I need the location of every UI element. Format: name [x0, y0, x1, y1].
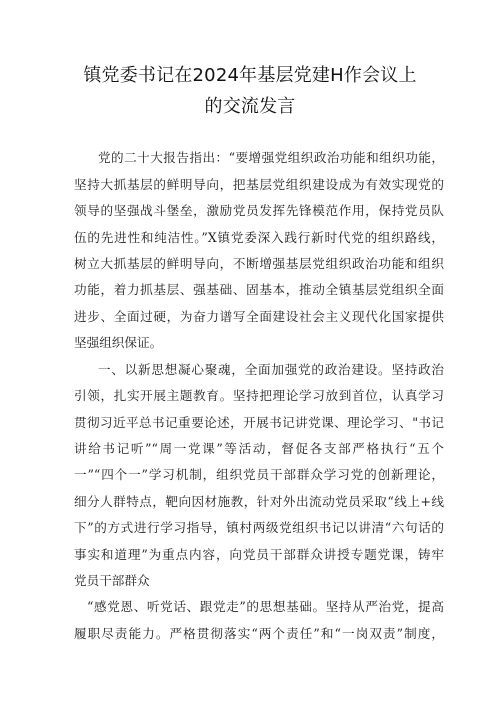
body-line: 事实和道理”为重点内容，向党员干部群众讲授专题党课，铸牢 — [74, 547, 444, 562]
body-line: 坚强组织保证。 — [74, 335, 163, 350]
document-title-line-2: 的交流发言 — [204, 96, 296, 117]
body-line: 细分人群特点，靶向因材施教，针对外出流动党员采取“线上+线 — [74, 494, 444, 509]
body-line: 贯彻习近平总书记重要论述，开展书记讲党课、理论学习、"书记 — [74, 415, 444, 430]
body-line: 功能，着力抓基层、强基础、固基本，推动全镇基层党组织全面 — [74, 282, 444, 297]
body-line: 引领，扎实开展主题教育。坚持把理论学习放到首位，认真学习 — [74, 388, 444, 403]
body-line: 讲给书记听”“周一党课”等活动，督促各支部严格执行“五个 — [74, 441, 444, 456]
body-line: 党的二十大报告指出：“要增强党组织政治功能和组织功能， — [98, 150, 444, 165]
document-title-line-1: 镇党委书记在2024年基层党建H作会议上 — [83, 65, 417, 86]
body-line: 进步、全面过硬，为奋力谱写全面建设社会主义现代化国家提供 — [74, 309, 444, 324]
body-line: 领导的坚强战斗堡垒，激励党员发挥先锋模范作用，保持党员队 — [74, 203, 444, 218]
body-line: 伍的先进性和纯洁性。”X镇党委深入践行新时代党的组织路线， — [74, 230, 444, 245]
body-line: 下”的方式进行学习指导，镇村两级党组织书记以讲清“六句话的 — [74, 520, 444, 535]
body-line: 树立大抓基层的鲜明导向，不断增强基层党组织政治功能和组织 — [74, 256, 444, 271]
body-line: 一、以新思想凝心聚魂，全面加强党的政治建设。坚持政治 — [98, 362, 444, 377]
body-line: 履职尽责能力。严格贯彻落实“两个责任”和“一岗双责”制度， — [74, 626, 444, 641]
body-line: “感党恩、听党话、跟党走”的思想基础。坚持从严治党，提高 — [87, 599, 444, 614]
body-line: 一”“四个一”学习机制，组织党员干部群众学习党的创新理论， — [74, 467, 444, 482]
body-line: 坚持大抓基层的鲜明导向，把基层党组织建设成为有效实现党的 — [74, 177, 444, 192]
body-line: 党员干部群众 — [74, 573, 150, 588]
